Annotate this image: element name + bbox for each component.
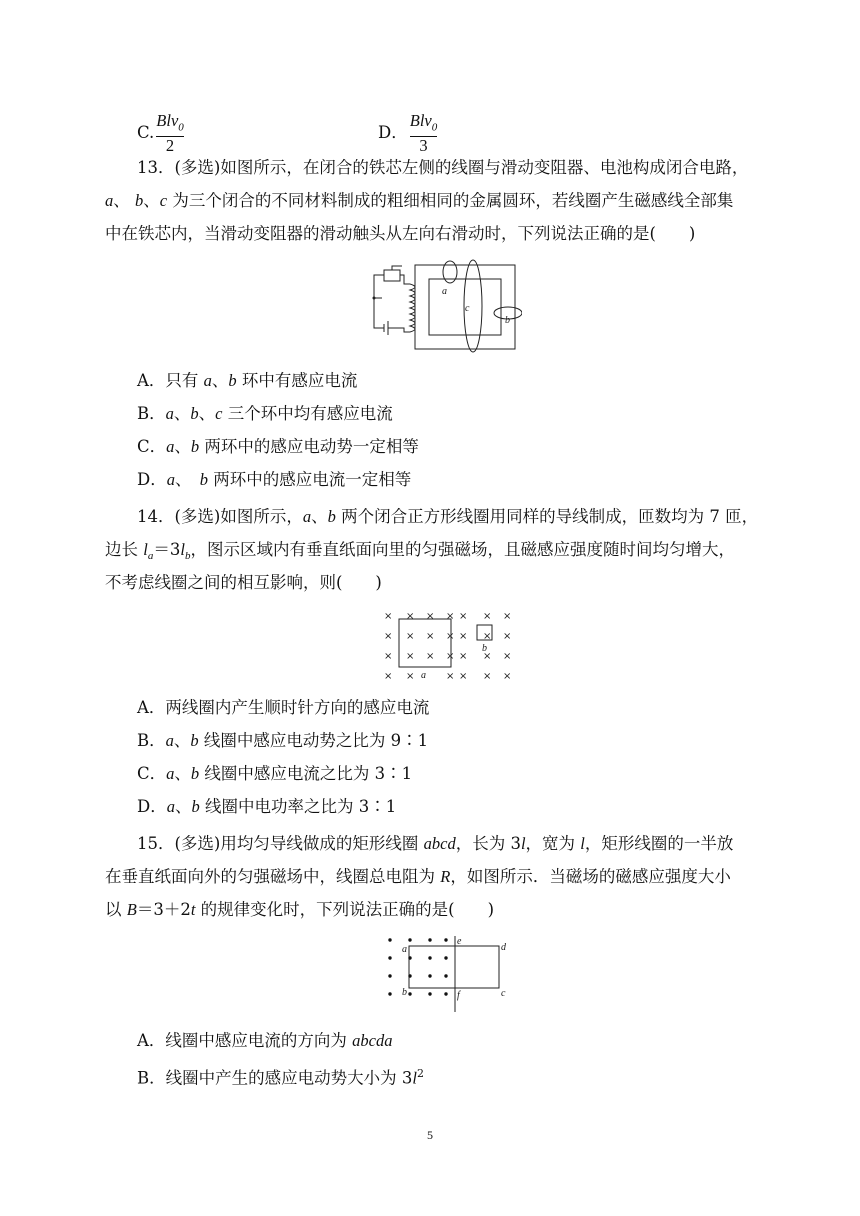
q14-stem-line1: 14．(多选)如图所示，a、b 两个闭合正方形线圈用同样的导线制成，匝数均为 7 匝，	[137, 507, 759, 526]
fraction: $\frac{Blv_0}{3}$	[409, 111, 438, 156]
field-cross-mark: ×	[483, 651, 492, 662]
q13-option-d: D．a、 b 两环中的感应电流一定相等	[137, 470, 412, 489]
q15-figure-rect-coil	[380, 932, 515, 1014]
q13-figure-iron-core-circuit	[362, 258, 522, 354]
q12-option-c: C. $\frac{Blv_0}{2}$	[137, 111, 184, 156]
q13-stem-line1: 13．(多选)如图所示，在闭合的铁芯左侧的线圈与滑动变阻器、电池构成闭合电路，	[137, 158, 749, 177]
field-cross-mark: ×	[483, 671, 492, 680]
figure-label-b: b	[505, 315, 510, 326]
q13-option-b: B．a、b、c 三个环中均有感应电流	[137, 404, 393, 423]
q15-option-a: A．线圈中感应电流的方向为 abcda	[137, 1031, 393, 1050]
field-dot-mark	[428, 938, 431, 941]
q14-stem-line3: 不考虑线圈之间的相互影响，则( )	[105, 573, 382, 592]
field-dot-mark	[444, 938, 447, 941]
page-number: 5	[427, 1128, 433, 1142]
field-dot-mark	[388, 938, 391, 941]
figure-label-c: c	[501, 988, 506, 999]
figure-label-d: d	[501, 942, 506, 953]
figure-label-a: a	[402, 944, 407, 955]
field-cross-mark: ×	[503, 611, 512, 622]
q13-stem-line3: 中在铁芯内，当滑动变阻器的滑动触头从左向右滑动时，下列说法正确的是( )	[105, 224, 696, 243]
field-cross-mark: ×	[483, 611, 492, 622]
field-cross-mark: ×	[459, 671, 468, 680]
field-cross-mark: ×	[446, 631, 455, 642]
q13-option-a: A．只有 a、b 环中有感应电流	[137, 371, 358, 390]
q12-option-d: D． $\frac{Blv_0}{3}$	[378, 111, 438, 156]
field-dot-mark	[408, 938, 411, 941]
field-cross-mark: ×	[384, 631, 393, 642]
q14-figure-magnetic-field	[378, 604, 518, 680]
field-cross-mark: ×	[483, 631, 492, 642]
figure-label-a: a	[421, 670, 426, 680]
field-dot-mark	[408, 992, 411, 995]
field-cross-mark: ×	[426, 611, 435, 622]
q15-stem-line3: 以 B＝3＋2t 的规律变化时，下列说法正确的是( )	[105, 900, 495, 919]
figure-label-e: e	[457, 936, 462, 947]
q15-stem-line1: 15．(多选)用均匀导线做成的矩形线圈 abcd，长为 3l，宽为 l，矩形线圈的一半放	[137, 834, 734, 853]
field-cross-mark: ×	[426, 631, 435, 642]
q14-option-a: A．两线圈内产生顺时针方向的感应电流	[137, 698, 430, 717]
q15-stem-line2: 在垂直纸面向外的匀强磁场中，线圈总电阻为 R，如图所示．当磁场的磁感应强度大小	[105, 867, 731, 886]
field-cross-mark: ×	[446, 611, 455, 622]
q13-stem-line2: a、 b、c 为三个闭合的不同材料制成的粗细相同的金属圆环，若线圈产生磁感线全部集	[105, 191, 734, 210]
field-cross-mark: ×	[406, 631, 415, 642]
q15-option-b: B．线圈中产生的感应电动势大小为 $3l^2$	[137, 1067, 424, 1088]
field-cross-mark: ×	[384, 611, 393, 622]
field-dot-mark	[444, 956, 447, 959]
field-dot-mark	[444, 992, 447, 995]
field-cross-mark: ×	[406, 671, 415, 680]
figure-label-b: b	[482, 643, 487, 654]
field-cross-mark: ×	[503, 631, 512, 642]
figure-label-b: b	[402, 987, 407, 998]
figure-label-a: a	[442, 286, 447, 297]
q14-option-d: D．a、b 线圈中电功率之比为 3∶1	[137, 797, 397, 816]
field-dot-mark	[408, 974, 411, 977]
q14-stem-line2: 边长 $l_a=3l_b$，图示区域内有垂直纸面向里的匀强磁场，且磁感应强度随时间均匀增大，	[105, 540, 735, 563]
field-cross-mark: ×	[406, 651, 415, 662]
field-cross-mark: ×	[426, 651, 435, 662]
figure-label-f: f	[457, 990, 460, 1001]
figure-label-c: c	[465, 303, 470, 314]
field-cross-mark: ×	[406, 611, 415, 622]
field-cross-mark: ×	[459, 611, 468, 622]
field-cross-mark: ×	[459, 651, 468, 662]
field-dot-mark	[444, 974, 447, 977]
field-cross-mark: ×	[446, 651, 455, 662]
fraction: $\frac{Blv_0}{2}$	[156, 111, 184, 156]
q13-option-c: C．a、b 两环中的感应电动势一定相等	[137, 437, 419, 456]
field-cross-mark: ×	[503, 671, 512, 680]
field-dot-mark	[388, 974, 391, 977]
field-dot-mark	[428, 974, 431, 977]
field-dot-mark	[428, 992, 431, 995]
field-cross-mark: ×	[459, 631, 468, 642]
q14-option-b: B．a、b 线圈中感应电动势之比为 9∶1	[137, 731, 429, 750]
field-cross-mark: ×	[503, 651, 512, 662]
q14-option-c: C．a、b 线圈中感应电流之比为 3∶1	[137, 764, 413, 783]
field-cross-mark: ×	[384, 651, 393, 662]
field-dot-mark	[388, 992, 391, 995]
field-dot-mark	[408, 956, 411, 959]
field-cross-mark: ×	[384, 671, 393, 680]
field-cross-mark: ×	[446, 671, 455, 680]
field-dot-mark	[388, 956, 391, 959]
field-dot-mark	[428, 956, 431, 959]
